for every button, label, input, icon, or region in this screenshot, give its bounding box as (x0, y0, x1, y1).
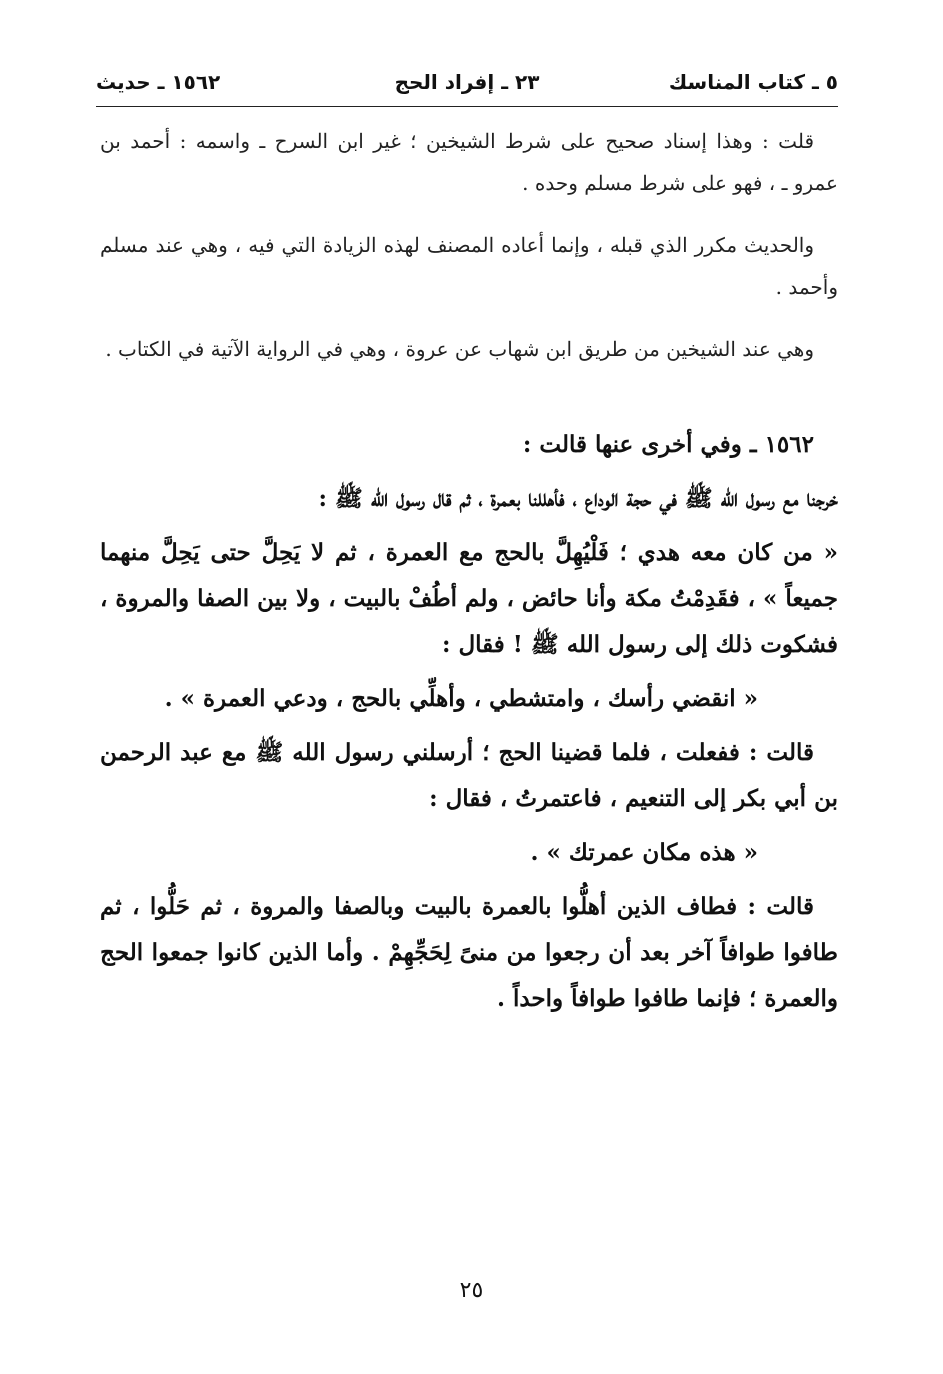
hadith-paragraph-2: « من كان معه هدي ؛ فَلْيُهِلَّ بالحج مع العمرة ، ثم لا يَحِلَّ حتى يَحِلَّ منهما جميعاً » ، فقَدِمْتُ مكة وأنا حائض ، ولم أطُفْ بالبيت ، ولا بين الصفا والمروة ، فشكوت ذلك إلى رسول الله ﷺ ! فقال : (100, 539, 838, 658)
header-chapter: ٥ ـ كتاب المناسك (668, 70, 838, 94)
header-divider (96, 106, 838, 107)
hadith-paragraph-1: خرجنا مع رسول الله ﷺ في حجة الوداع ، فأهللنا بعمرة ، ثم قال رسول الله ﷺ : (318, 485, 838, 512)
hadith-paragraph-3: قالت : ففعلت ، فلما قضينا الحج ؛ أرسلني رسول الله ﷺ مع عبد الرحمن بن أبي بكر إلى التنعيم ، فاعتمرتُ ، فقال : (100, 739, 838, 812)
commentary-paragraph-2: والحديث مكرر الذي قبله ، وإنما أعاده المصنف لهذه الزيادة التي فيه ، وهي عند مسلم وأحمد . (100, 233, 838, 299)
hadith-paragraph-4: قالت : فطاف الذين أهلُّوا بالعمرة بالبيت وبالصفا والمروة ، ثم حَلُّوا ، ثم طافوا طوافاً آخر بعد أن رجعوا من منىً لِحَجِّهِمْ . وأما الذين كانوا جمعوا الحج والعمرة ؛ فإنما طافوا طوافاً واحداً . (100, 893, 838, 1012)
commentary-paragraph-1: قلت : وهذا إسناد صحيح على شرط الشيخين ؛ غير ابن السرح ـ واسمه : أحمد بن عمرو ـ ، فهو على شرط مسلم وحده . (100, 129, 838, 195)
hadith-quote-1: « انقضي رأسك ، وامتشطي ، وأهلِّي بالحج ، ودعي العمرة » . (164, 685, 758, 712)
running-header (96, 66, 838, 106)
hadith-heading: ١٥٦٢ ـ وفي أخرى عنها قالت : (522, 431, 814, 458)
header-section: ٢٣ ـ إفراد الحج (394, 70, 540, 94)
commentary-paragraph-3: وهي عند الشيخين من طريق ابن شهاب عن عروة ، وهي في الرواية الآتية في الكتاب . (105, 337, 814, 361)
header-hadith-number: ١٥٦٢ ـ حديث (96, 70, 221, 94)
page-content (100, 120, 838, 1022)
hadith-quote-2: « هذه مكان عمرتك » . (530, 839, 758, 866)
page-number: ٢٥ (459, 1278, 484, 1303)
